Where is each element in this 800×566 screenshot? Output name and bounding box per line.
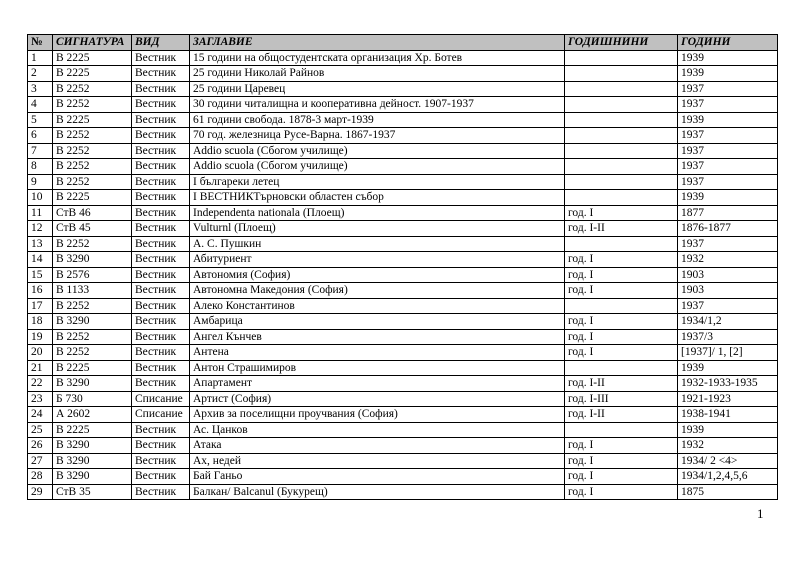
cell-years: 1937 xyxy=(678,159,778,175)
cell-title: Атака xyxy=(190,438,565,454)
cell-type: Вестник xyxy=(132,174,190,190)
cell-type: Вестник xyxy=(132,360,190,376)
cell-years: 1939 xyxy=(678,360,778,376)
cell-type: Вестник xyxy=(132,376,190,392)
cell-signature: В 2252 xyxy=(53,329,132,345)
page-number: 1 xyxy=(757,506,764,521)
cell-type: Вестник xyxy=(132,484,190,500)
cell-signature: В 2252 xyxy=(53,97,132,113)
cell-years: 1937 xyxy=(678,298,778,314)
cell-signature: В 3290 xyxy=(53,453,132,469)
cell-signature: Б 730 xyxy=(53,391,132,407)
cell-annual xyxy=(565,143,678,159)
cell-type: Вестник xyxy=(132,453,190,469)
cell-title: 25 години Николай Райнов xyxy=(190,66,565,82)
table-row xyxy=(28,128,778,144)
table-row xyxy=(28,329,778,345)
cell-number: 12 xyxy=(28,221,53,237)
cell-number: 27 xyxy=(28,453,53,469)
cell-title: Амбарица xyxy=(190,314,565,330)
cell-signature: В 2225 xyxy=(53,190,132,206)
cell-signature: В 2252 xyxy=(53,236,132,252)
cell-number: 9 xyxy=(28,174,53,190)
cell-annual: год. I xyxy=(565,438,678,454)
table-row xyxy=(28,391,778,407)
cell-annual: год. I xyxy=(565,314,678,330)
table-row xyxy=(28,66,778,82)
cell-type: Вестник xyxy=(132,469,190,485)
cell-type: Вестник xyxy=(132,236,190,252)
cell-title: Ас. Цанков xyxy=(190,422,565,438)
table-row xyxy=(28,267,778,283)
cell-signature: В 2225 xyxy=(53,360,132,376)
cell-signature: СтВ 46 xyxy=(53,205,132,221)
cell-annual: год. I-II xyxy=(565,221,678,237)
cell-annual xyxy=(565,159,678,175)
cell-number: 15 xyxy=(28,267,53,283)
cell-annual: год. I xyxy=(565,283,678,299)
cell-signature: В 2225 xyxy=(53,66,132,82)
cell-type: Вестник xyxy=(132,128,190,144)
cell-title: Бай Ганьо xyxy=(190,469,565,485)
cell-annual xyxy=(565,190,678,206)
cell-annual xyxy=(565,128,678,144)
cell-annual: год. I xyxy=(565,205,678,221)
table-row xyxy=(28,422,778,438)
header-number: № xyxy=(28,35,53,51)
cell-type: Вестник xyxy=(132,143,190,159)
cell-type: Вестник xyxy=(132,50,190,66)
cell-years: 1875 xyxy=(678,484,778,500)
cell-years: 1939 xyxy=(678,422,778,438)
cell-title: 15 години на общостудентската организация Хр. Ботев xyxy=(190,50,565,66)
header-years: ГОДИНИ xyxy=(678,35,778,51)
cell-signature: В 2252 xyxy=(53,345,132,361)
cell-number: 24 xyxy=(28,407,53,423)
cell-years: 1934/1,2 xyxy=(678,314,778,330)
cell-type: Вестник xyxy=(132,267,190,283)
cell-annual: год. I xyxy=(565,453,678,469)
cell-years: 1937 xyxy=(678,81,778,97)
cell-annual: год. I xyxy=(565,267,678,283)
catalog-table xyxy=(27,34,778,500)
cell-annual: год. I xyxy=(565,469,678,485)
cell-signature: В 3290 xyxy=(53,314,132,330)
cell-title: 30 години читалищна и кооперативна дейност. 1907-1937 xyxy=(190,97,565,113)
cell-signature: В 3290 xyxy=(53,252,132,268)
cell-number: 29 xyxy=(28,484,53,500)
cell-years: 1921-1923 xyxy=(678,391,778,407)
cell-number: 25 xyxy=(28,422,53,438)
cell-years: 1937 xyxy=(678,174,778,190)
cell-type: Вестник xyxy=(132,205,190,221)
cell-signature: В 2252 xyxy=(53,128,132,144)
cell-title: Артист (София) xyxy=(190,391,565,407)
table-row xyxy=(28,221,778,237)
cell-years: 1939 xyxy=(678,190,778,206)
table-header-row xyxy=(28,35,778,51)
table-row xyxy=(28,190,778,206)
cell-type: Вестник xyxy=(132,438,190,454)
cell-number: 5 xyxy=(28,112,53,128)
cell-title: Автономия (София) xyxy=(190,267,565,283)
cell-signature: В 2252 xyxy=(53,159,132,175)
cell-number: 7 xyxy=(28,143,53,159)
cell-title: Addio scuola (Сбогом училище) xyxy=(190,143,565,159)
table-row xyxy=(28,438,778,454)
cell-type: Вестник xyxy=(132,221,190,237)
table-row xyxy=(28,314,778,330)
table-row xyxy=(28,345,778,361)
cell-annual: год. I-II xyxy=(565,407,678,423)
cell-number: 26 xyxy=(28,438,53,454)
cell-annual xyxy=(565,66,678,82)
cell-title: Антена xyxy=(190,345,565,361)
cell-annual xyxy=(565,422,678,438)
cell-title: Vulturnl (Плоещ) xyxy=(190,221,565,237)
table-row xyxy=(28,205,778,221)
cell-title: Independenta nationala (Плоещ) xyxy=(190,205,565,221)
cell-title: Ангел Кънчев xyxy=(190,329,565,345)
cell-number: 19 xyxy=(28,329,53,345)
header-title: ЗАГЛАВИЕ xyxy=(190,35,565,51)
cell-annual xyxy=(565,81,678,97)
table-row xyxy=(28,97,778,113)
cell-years: 1934/1,2,4,5,6 xyxy=(678,469,778,485)
cell-annual xyxy=(565,112,678,128)
cell-years: 1876-1877 xyxy=(678,221,778,237)
cell-annual: год. I xyxy=(565,345,678,361)
table-row xyxy=(28,360,778,376)
table-row xyxy=(28,112,778,128)
cell-years: 1939 xyxy=(678,66,778,82)
cell-signature: В 3290 xyxy=(53,438,132,454)
cell-signature: В 1133 xyxy=(53,283,132,299)
cell-signature: В 3290 xyxy=(53,376,132,392)
cell-years: 1937 xyxy=(678,128,778,144)
cell-number: 28 xyxy=(28,469,53,485)
cell-title: Балкан/ Balcanul (Букурещ) xyxy=(190,484,565,500)
table-body xyxy=(28,50,778,500)
cell-annual xyxy=(565,360,678,376)
cell-number: 17 xyxy=(28,298,53,314)
cell-title: Апартамент xyxy=(190,376,565,392)
cell-signature: В 3290 xyxy=(53,469,132,485)
cell-years: 1937 xyxy=(678,236,778,252)
cell-type: Вестник xyxy=(132,422,190,438)
cell-title: Алеко Константинов xyxy=(190,298,565,314)
cell-title: 70 год. железница Русе-Варна. 1867-1937 xyxy=(190,128,565,144)
cell-number: 3 xyxy=(28,81,53,97)
cell-signature: В 2225 xyxy=(53,50,132,66)
cell-number: 13 xyxy=(28,236,53,252)
cell-signature: СтВ 35 xyxy=(53,484,132,500)
cell-type: Вестник xyxy=(132,329,190,345)
cell-signature: В 2576 xyxy=(53,267,132,283)
cell-title: А. С. Пушкин xyxy=(190,236,565,252)
cell-years: 1903 xyxy=(678,267,778,283)
cell-signature: В 2252 xyxy=(53,298,132,314)
cell-title: I ВЕСТНИКТърновски областен събор xyxy=(190,190,565,206)
cell-number: 2 xyxy=(28,66,53,82)
cell-annual: год. I xyxy=(565,252,678,268)
cell-title: Архив за поселищни проучвания (София) xyxy=(190,407,565,423)
header-type: ВИД xyxy=(132,35,190,51)
header-annual: ГОДИШНИНИ xyxy=(565,35,678,51)
cell-title: Ах, недей xyxy=(190,453,565,469)
cell-number: 10 xyxy=(28,190,53,206)
cell-type: Списание xyxy=(132,391,190,407)
cell-type: Вестник xyxy=(132,97,190,113)
table-row xyxy=(28,143,778,159)
cell-years: 1937 xyxy=(678,97,778,113)
cell-title: Антон Страшимиров xyxy=(190,360,565,376)
cell-years: 1939 xyxy=(678,112,778,128)
table-row xyxy=(28,453,778,469)
table-row xyxy=(28,376,778,392)
cell-years: 1903 xyxy=(678,283,778,299)
cell-years: 1937 xyxy=(678,143,778,159)
cell-annual xyxy=(565,174,678,190)
cell-type: Вестник xyxy=(132,159,190,175)
cell-type: Вестник xyxy=(132,190,190,206)
cell-type: Вестник xyxy=(132,66,190,82)
cell-type: Вестник xyxy=(132,345,190,361)
cell-signature: СтВ 45 xyxy=(53,221,132,237)
cell-title: 61 години свобода. 1878-3 март-1939 xyxy=(190,112,565,128)
cell-number: 16 xyxy=(28,283,53,299)
table-row xyxy=(28,81,778,97)
cell-signature: В 2252 xyxy=(53,143,132,159)
cell-number: 4 xyxy=(28,97,53,113)
table-row xyxy=(28,484,778,500)
cell-annual: год. I-II xyxy=(565,376,678,392)
cell-number: 6 xyxy=(28,128,53,144)
cell-years: 1932 xyxy=(678,252,778,268)
cell-title: 25 години Царевец xyxy=(190,81,565,97)
cell-number: 22 xyxy=(28,376,53,392)
cell-type: Вестник xyxy=(132,298,190,314)
cell-number: 14 xyxy=(28,252,53,268)
cell-years: 1877 xyxy=(678,205,778,221)
cell-signature: В 2225 xyxy=(53,112,132,128)
cell-annual xyxy=(565,50,678,66)
header-signature: СИГНАТУРА xyxy=(53,35,132,51)
table-row xyxy=(28,298,778,314)
cell-annual: год. I xyxy=(565,484,678,500)
cell-type: Вестник xyxy=(132,283,190,299)
cell-type: Вестник xyxy=(132,81,190,97)
cell-number: 21 xyxy=(28,360,53,376)
cell-signature: В 2252 xyxy=(53,81,132,97)
cell-years: 1934/ 2 <4> xyxy=(678,453,778,469)
cell-signature: В 2252 xyxy=(53,174,132,190)
cell-years: 1937/3 xyxy=(678,329,778,345)
cell-signature: А 2602 xyxy=(53,407,132,423)
table-row xyxy=(28,252,778,268)
cell-years: 1939 xyxy=(678,50,778,66)
cell-number: 20 xyxy=(28,345,53,361)
cell-years: 1938-1941 xyxy=(678,407,778,423)
cell-title: I българеки летец xyxy=(190,174,565,190)
cell-number: 11 xyxy=(28,205,53,221)
cell-annual: год. I xyxy=(565,329,678,345)
cell-annual xyxy=(565,236,678,252)
cell-type: Списание xyxy=(132,407,190,423)
cell-title: Автономна Македония (София) xyxy=(190,283,565,299)
cell-number: 8 xyxy=(28,159,53,175)
cell-years: 1932-1933-1935 xyxy=(678,376,778,392)
cell-annual xyxy=(565,298,678,314)
cell-type: Вестник xyxy=(132,112,190,128)
cell-years: [1937]/ 1, [2] xyxy=(678,345,778,361)
cell-signature: В 2225 xyxy=(53,422,132,438)
table-row xyxy=(28,236,778,252)
cell-title: Addio scuola (Сбогом училище) xyxy=(190,159,565,175)
cell-title: Абитуриент xyxy=(190,252,565,268)
table-row xyxy=(28,159,778,175)
cell-years: 1932 xyxy=(678,438,778,454)
table-row xyxy=(28,174,778,190)
cell-type: Вестник xyxy=(132,314,190,330)
table-row xyxy=(28,469,778,485)
cell-number: 23 xyxy=(28,391,53,407)
table-row xyxy=(28,50,778,66)
cell-annual xyxy=(565,97,678,113)
cell-number: 18 xyxy=(28,314,53,330)
cell-number: 1 xyxy=(28,50,53,66)
cell-type: Вестник xyxy=(132,252,190,268)
table-row xyxy=(28,407,778,423)
cell-annual: год. I-III xyxy=(565,391,678,407)
table-row xyxy=(28,283,778,299)
